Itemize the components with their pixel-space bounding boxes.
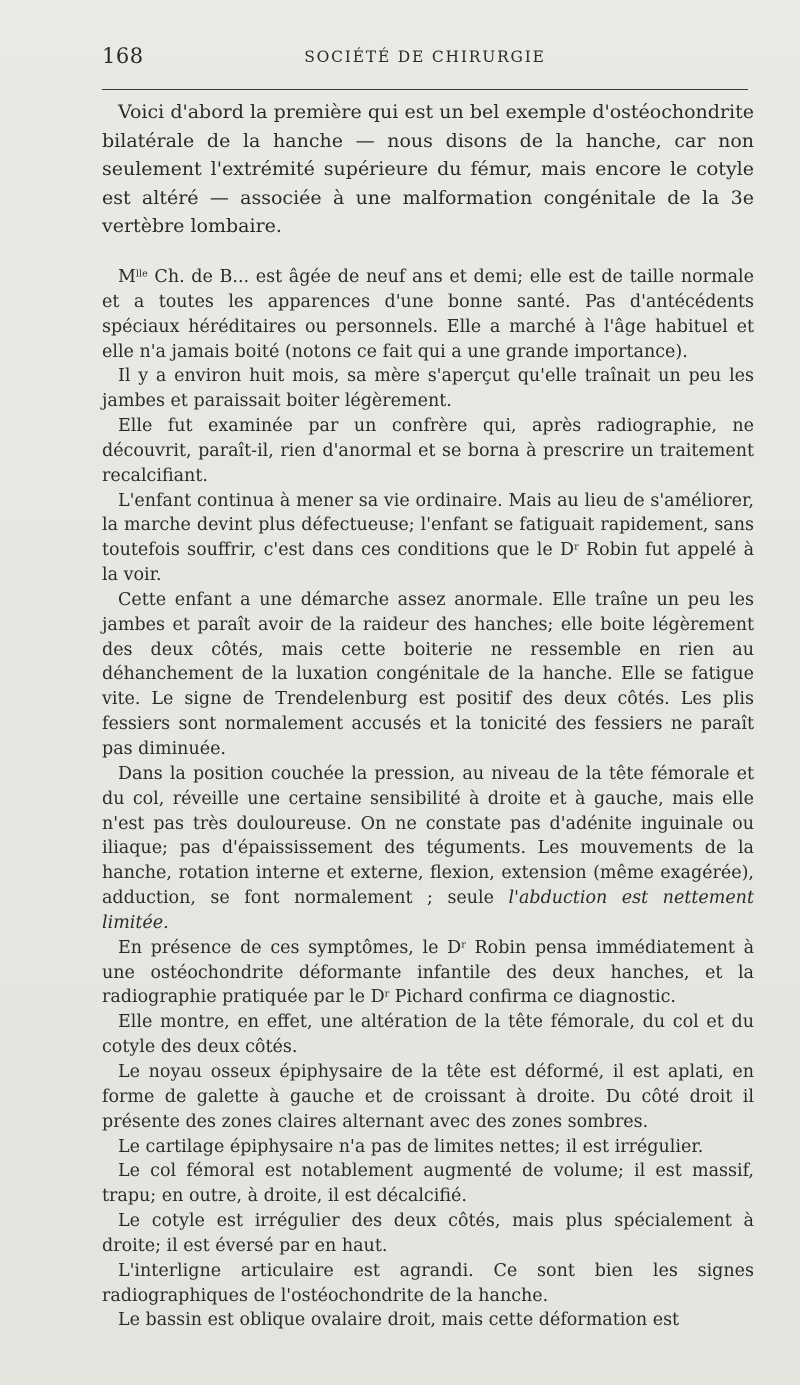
page-header bbox=[102, 44, 748, 80]
doctor-abbrev-sup: r bbox=[574, 541, 579, 553]
paragraph-patient-text: Ch. de B... est âgée de neuf ans et demi; elle est de taille normale et a toutes les apparences d'une bonne santé. Pas d'antécédents spéciaux héréditaires ou personnels. Elle a marché à l'âge habituel et elle n'a jamais boité (notons ce fait qui a une grande importance). bbox=[102, 266, 754, 362]
paragraph-examination-text: Dans la position couchée la pression, au niveau de la tête fémorale et du col, réveille une certaine sensibilité à droite et à gauche, mais elle n'est pas très douloureuse. On ne constate pas d'adénite inguinale ou iliaque; pas d'épaississement des téguments. Les mouvements de la hanche, rotation interne et externe, flexion, extension (même exagérée), adduction, se font normalement ; seule bbox=[102, 763, 754, 909]
paragraph-evolution-text-a: L'enfant continua à mener sa vie ordinaire. Mais au lieu de s'améliorer, la marche devint plus défectueuse; l'enfant se fatiguait rapidement, sans toutefois souffrir, c'est dans ces conditions que le D bbox=[102, 490, 754, 561]
paragraph-radiograph: Elle montre, en effet, une altération de la tête fémorale, du col et du cotyle des deux côtés. bbox=[102, 1012, 754, 1058]
paragraph-joint-space: L'interligne articulaire est agrandi. Ce sont bien les signes radiographiques de l'ostéochondrite de la hanche. bbox=[102, 1260, 754, 1306]
paragraph-cartilage: Le cartilage épiphysaire n'a pas de limites nettes; il est irrégulier. bbox=[118, 1136, 704, 1157]
paragraph-gait: Cette enfant a une démarche assez anormale. Elle traîne un peu les jambes et paraît avoir de la raideur des hanches; elle boite légèrement des deux côtés, mais cette boiterie ne ressemble en rien au déhanchement de la luxation congénitale de la hanche. Elle se fatigue vite. Le signe de Trendelenburg est positif des deux côtés. Les plis fessiers sont normalement accusés et la tonicité des fessiers ne paraît pas diminuée. bbox=[102, 589, 754, 759]
paragraph-diagnosis-text-b: Robin pensa immédiatement à une ostéochondrite déformante infantile des deux hanches, et la radiographie pratiquée par le D bbox=[102, 937, 754, 1008]
paragraph-cotyle: Le cotyle est irrégulier des deux côtés, mais plus spécialement à droite; il est éversé par en haut. bbox=[102, 1211, 754, 1256]
doctor-abbrev-sup: r bbox=[461, 939, 466, 951]
paragraph-examination bbox=[102, 762, 754, 936]
article-body bbox=[102, 98, 754, 1333]
paragraph-neck: Le col fémoral est notablement augmenté de volume; il est massif, trapu; en outre, à droite, il est décalcifié. bbox=[102, 1161, 754, 1207]
paragraph-pelvis: Le bassin est oblique ovalaire droit, mais cette déformation est bbox=[118, 1310, 680, 1331]
paragraph-first-exam: Elle fut examinée par un confrère qui, après radiographie, ne découvrit, paraît-il, rien d'anormal et se borna à prescrire un traitement recalcifiant. bbox=[102, 416, 754, 486]
doctor-abbrev-sup: r bbox=[384, 989, 390, 1001]
title-abbrev: M bbox=[118, 266, 136, 287]
paragraph-evolution-text-b: Robin fut appelé à la voir. bbox=[102, 540, 754, 586]
paragraph-patient bbox=[102, 265, 754, 364]
page-number: 168 bbox=[102, 44, 144, 68]
paragraph-evolution bbox=[102, 489, 754, 588]
header-rule bbox=[102, 89, 748, 90]
title-abbrev-sup: lle bbox=[135, 268, 148, 280]
paragraph-diagnosis-text-a: En présence de ces symptômes, le D bbox=[118, 937, 462, 958]
paragraph-diagnosis-text-c: Pichard confirma ce diagnostic. bbox=[389, 987, 676, 1008]
paragraph-diagnosis bbox=[102, 936, 754, 1011]
paragraph-onset: Il y a environ huit mois, sa mère s'aperçut qu'elle traînait un peu les jambes et paraissait boiter légèrement. bbox=[102, 366, 754, 412]
paragraph-nucleus: Le noyau osseux épiphysaire de la tête est déformé, il est aplati, en forme de galette à gauche et de croissant à droite. Du côté droit il présente des zones claires alternant avec des zones sombres. bbox=[102, 1061, 754, 1132]
running-head: SOCIÉTÉ DE CHIRURGIE bbox=[304, 48, 546, 66]
paragraph-examination-emphasis: l'abduction est nettement limitée. bbox=[102, 888, 754, 933]
intro-paragraph: Voici d'abord la première qui est un bel exemple d'ostéochondrite bilatérale de la hanche — nous disons de la hanche, car non seulement l'extrémité supérieure du fémur, mais encore le cotyle est altéré — associée à une malformation congénitale de la 3e vertèbre lombaire. bbox=[102, 101, 754, 238]
